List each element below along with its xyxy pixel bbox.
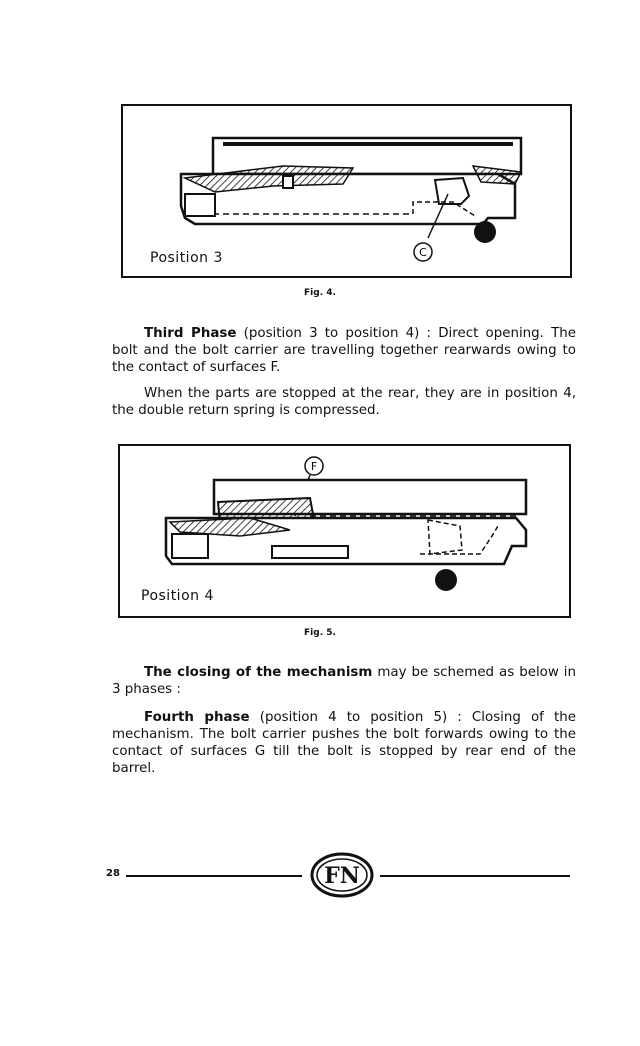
paragraph-text: may be schemed as below in 3 phases : bbox=[112, 665, 576, 697]
footer-rule-left bbox=[126, 875, 302, 877]
paragraph-text: When the parts are stopped at the rear, they are in position 4, the double return spring is compressed. bbox=[112, 386, 576, 418]
paragraph-fourth-phase bbox=[112, 709, 576, 777]
paragraph-text: (position 3 to position 4) : Direct opening. The bolt and the bolt carrier are travelling together rearwards owing to the contact of surfaces F. bbox=[112, 326, 576, 375]
paragraph-stopped bbox=[112, 385, 576, 419]
figure-4 bbox=[121, 104, 572, 278]
paragraph-closing bbox=[112, 664, 576, 698]
svg-text:FN: FN bbox=[324, 863, 360, 889]
position-label: Position 3 bbox=[150, 250, 223, 266]
phase-heading: Third Phase bbox=[144, 326, 237, 341]
callout-f: F bbox=[310, 460, 318, 473]
fn-logo-icon bbox=[310, 852, 374, 898]
figure-5 bbox=[118, 444, 571, 618]
footer-rule-right bbox=[380, 875, 570, 877]
page-number: 28 bbox=[106, 868, 120, 879]
figure-caption: Fig. 4. bbox=[304, 288, 336, 298]
closing-heading: The closing of the mechanism bbox=[144, 665, 373, 680]
callout-c: C bbox=[419, 246, 427, 259]
figure-caption: Fig. 5. bbox=[304, 628, 336, 638]
position-label: Position 4 bbox=[141, 588, 214, 604]
paragraph-third-phase bbox=[112, 325, 576, 376]
fn-monogram-logo bbox=[310, 852, 374, 898]
paragraph-text: (position 4 to position 5) : Closing of the mechanism. The bolt carrier pushes the bolt forwards owing to the contact of surfaces G till the bolt is stopped by rear end of the barrel. bbox=[112, 710, 576, 776]
phase-heading: Fourth phase bbox=[144, 710, 250, 725]
